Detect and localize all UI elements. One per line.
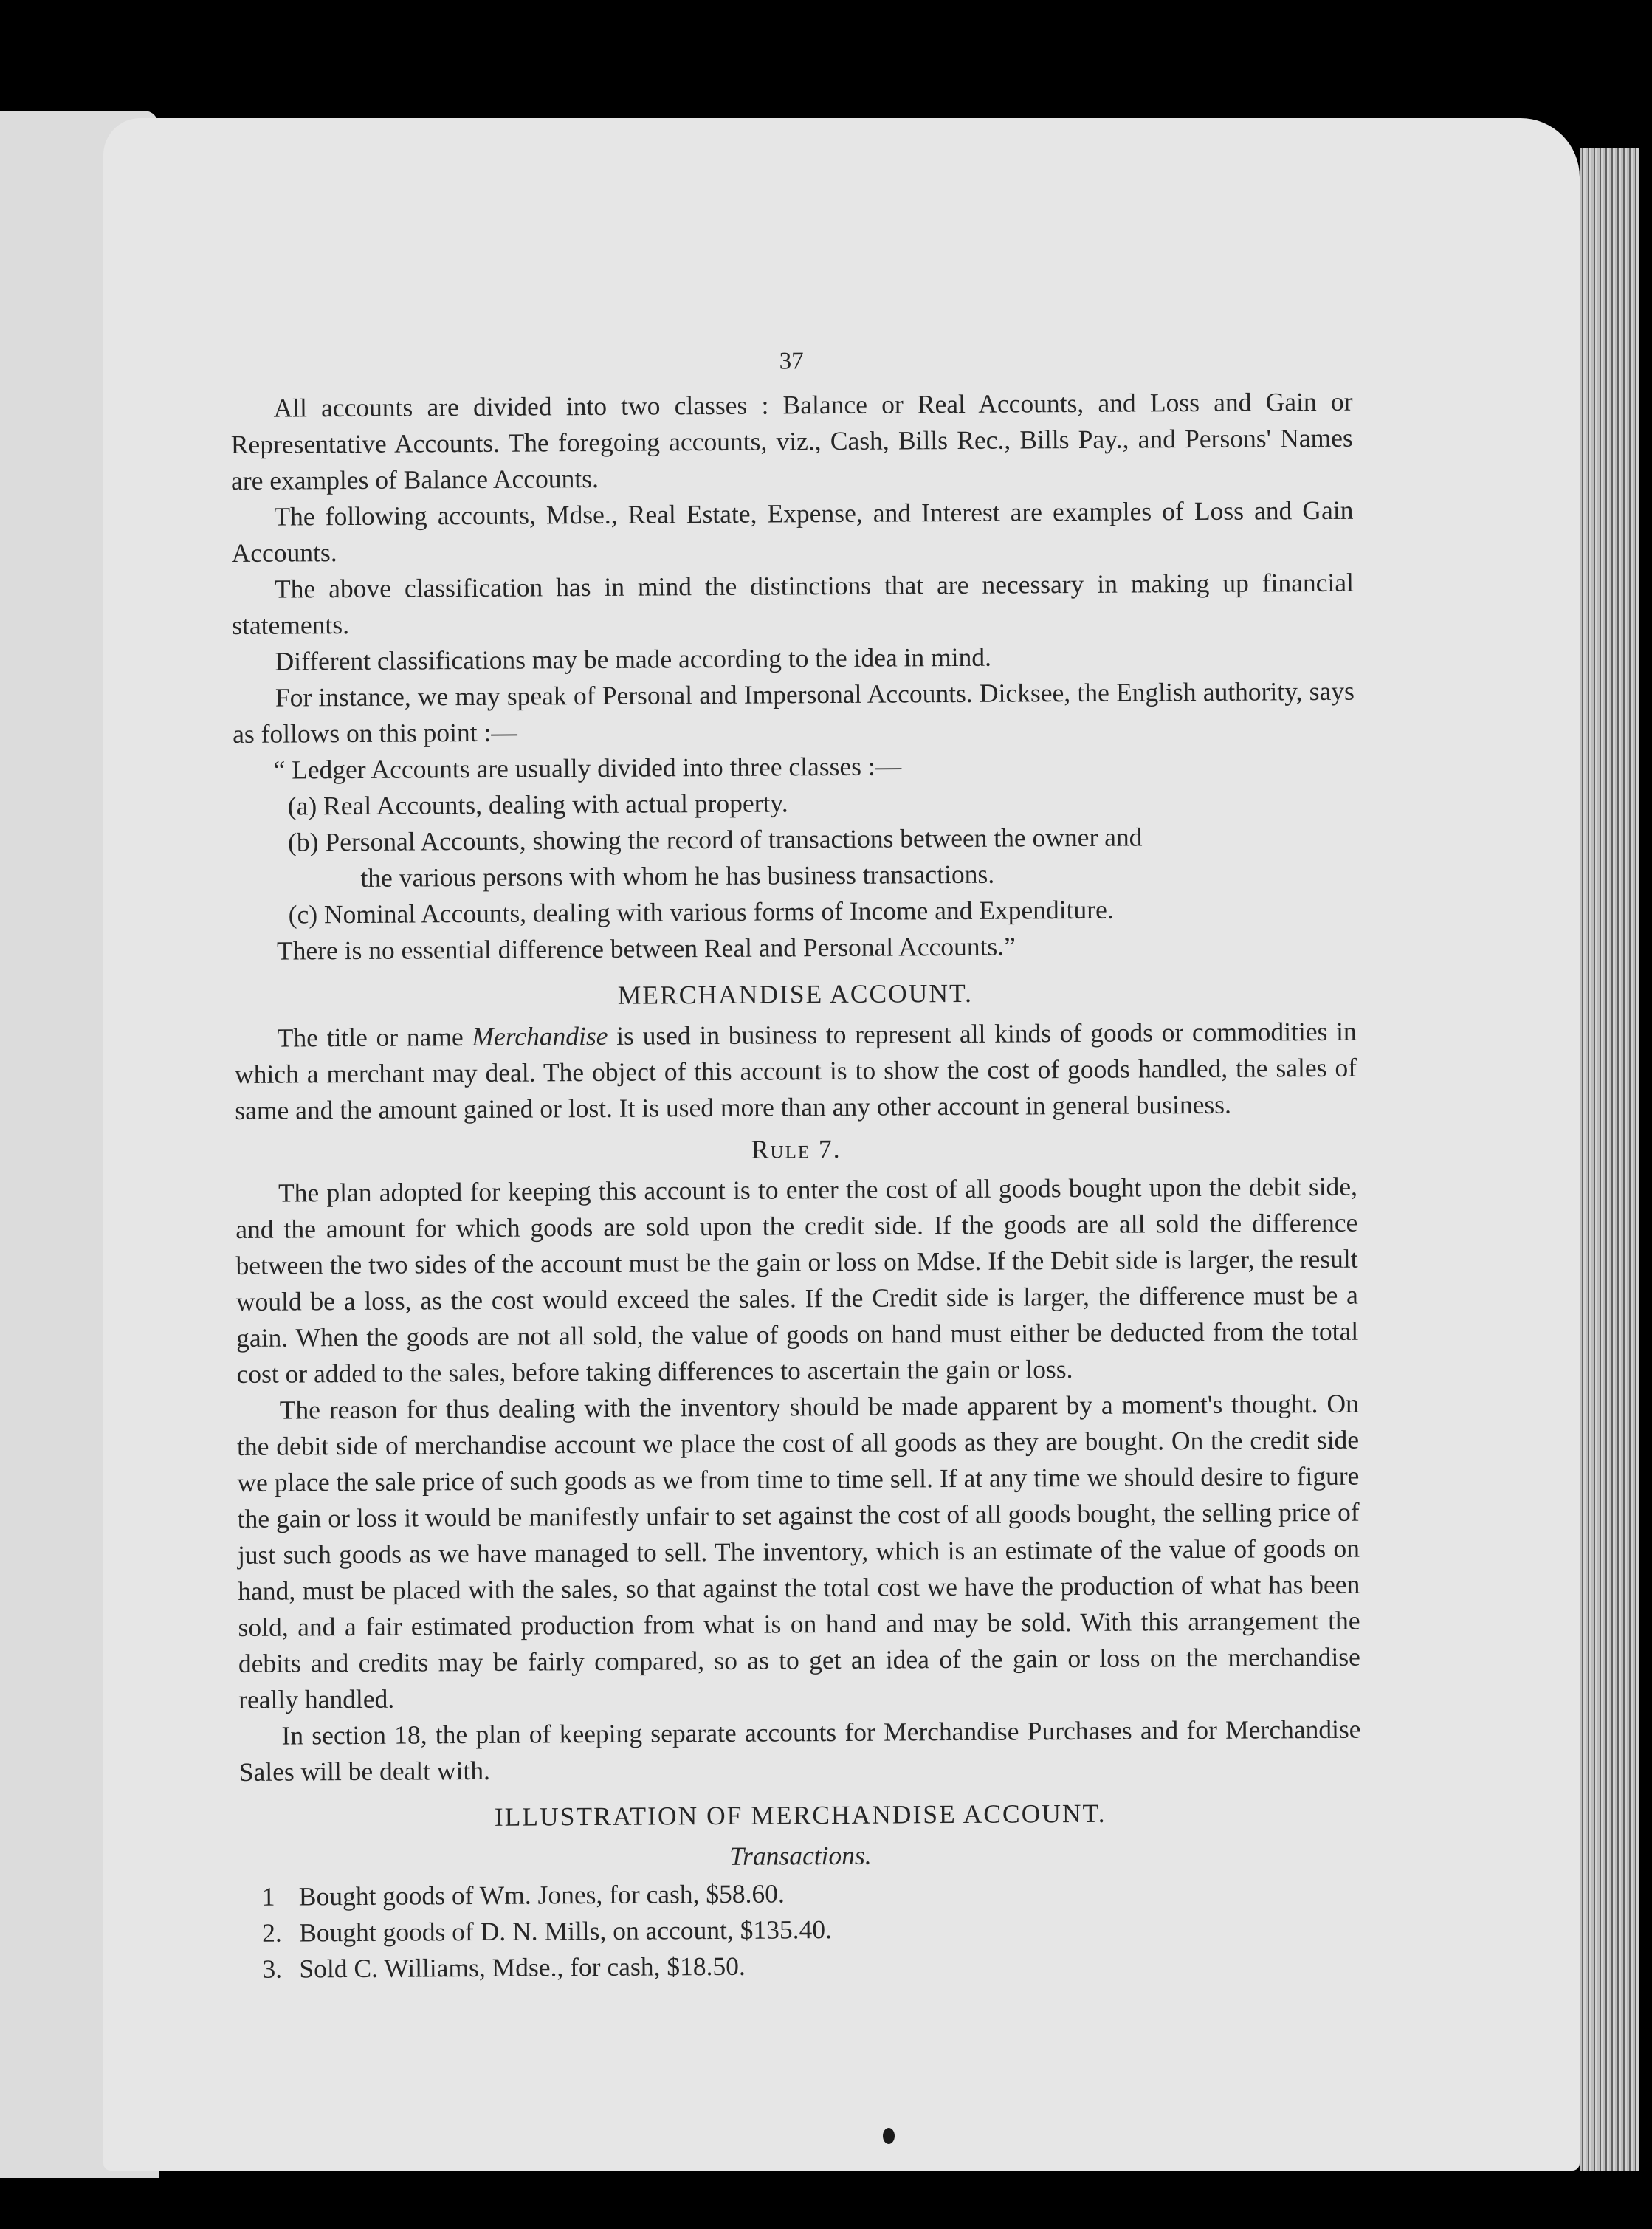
transaction-text: Bought goods of D. N. Mills, on account, $135.40. (298, 1914, 833, 1948)
transaction-text: Sold C. Williams, Mdse., for cash, $18.50. (299, 1951, 746, 1984)
paragraph: The following accounts, Mdse., Real Estate, Expense, and Interest are examples of Loss and Gain Accounts. (231, 495, 1354, 568)
page-content (230, 340, 1363, 1988)
paragraph: Different classifications may be made according to the idea in mind. (275, 642, 992, 676)
paragraph: In section 18, the plan of keeping separate accounts for Merchandise Purchases and for Merchandise Sales will be dealt with. (238, 1714, 1361, 1787)
paragraph: The plan adopted for keeping this account is to enter the cost of all goods bought upon the debit side, and the amount for which goods are sold upon the credit side. If the goods are all sold the difference between the two sides of the account must be the gain or loss on Mdse. If the Debit side is larger, the result would be a loss, as the cost would exceed the sales. If the Credit side is larger, the difference must be a gain. When the goods are not all sold, the value of goods on hand must either be deducted from the total cost or added to the sales, before taking differences to ascertain the gain or loss. (235, 1171, 1359, 1389)
quote-item-label: (b) (287, 827, 319, 857)
quote-closing: There is no essential difference between Real and Personal Accounts.” (276, 931, 1016, 966)
quote-item-continuation: the various persons with whom he has business transactions. (360, 859, 995, 893)
subheading: Transactions. (729, 1840, 872, 1871)
quote-item-text: Real Accounts, dealing with actual property. (323, 788, 788, 821)
section-heading: ILLUSTRATION OF MERCHANDISE ACCOUNT. (494, 1798, 1107, 1832)
quote-item-label: (a) (287, 791, 317, 821)
quote-item (233, 818, 1356, 897)
quote-item-text: Personal Accounts, showing the record of transactions between the owner and (325, 822, 1143, 857)
quote-item-text: Nominal Accounts, dealing with various forms of Income and Expenditure. (323, 894, 1114, 930)
transaction-item (240, 1945, 1362, 1988)
transaction-number: 2. (261, 1917, 282, 1948)
paragraph (235, 1014, 1357, 1129)
quote-intro: “ Ledger Accounts are usually divided into three classes :— (273, 751, 902, 785)
paragraph: For instance, we may speak of Personal and Impersonal Accounts. Dicksee, the English authority, says as follows on this point :— (233, 676, 1355, 749)
italic-term: Merchandise (472, 1020, 608, 1052)
text-fragment: is used in business to represent all kinds of goods or commodities in which a merchant may deal. The object of this account is to show the cost of goods handled, the sales of same and the amount gained or lost. It is used more than any other account in general business. (234, 1016, 1357, 1125)
quote-item-label: (c) (288, 899, 318, 930)
transaction-number: 3. (262, 1954, 283, 1984)
paragraph: The above classification has in mind the distinctions that are necessary in making up financial statements. (232, 567, 1355, 640)
text-fragment: The title or name (277, 1022, 472, 1053)
ink-dot (883, 2128, 895, 2144)
transaction-text: Bought goods of Wm. Jones, for cash, $58.60. (298, 1878, 785, 1912)
rule-heading: Rule 7. (751, 1133, 842, 1164)
paragraph: The reason for thus dealing with the inventory should be made apparent by a moment's thought. On the debit side of merchandise account we place the cost of all goods as they are bought. On the credit side we place the sale price of such goods as we from time to time sell. If at any time we should desire to figure the gain or loss it would be manifestly unfair to set against the cost of all goods bought, the selling price of just such goods as we have managed to sell. The inventory, which is an estimate of the value of goods on hand, must be placed with the sales, so that against the total cost we have the production of what has been sold, and a fair estimated production from what is on hand and may be sold. With this arrangement the debits and credits may be fairly compared, so as to get an idea of the gain or loss on the merchandise really handled. (236, 1388, 1360, 1714)
page-edges (1580, 148, 1639, 2171)
transaction-number: 1 (261, 1881, 275, 1912)
paragraph: All accounts are divided into two classes : Balance or Real Accounts, and Loss and Gain or Representative Accounts. The foregoing accounts, viz., Cash, Bills Rec., Bills Pay., and Persons' Names are examples of Balance Accounts. (230, 386, 1353, 495)
page-number: 37 (779, 348, 804, 375)
section-heading: MERCHANDISE ACCOUNT. (617, 978, 974, 1010)
